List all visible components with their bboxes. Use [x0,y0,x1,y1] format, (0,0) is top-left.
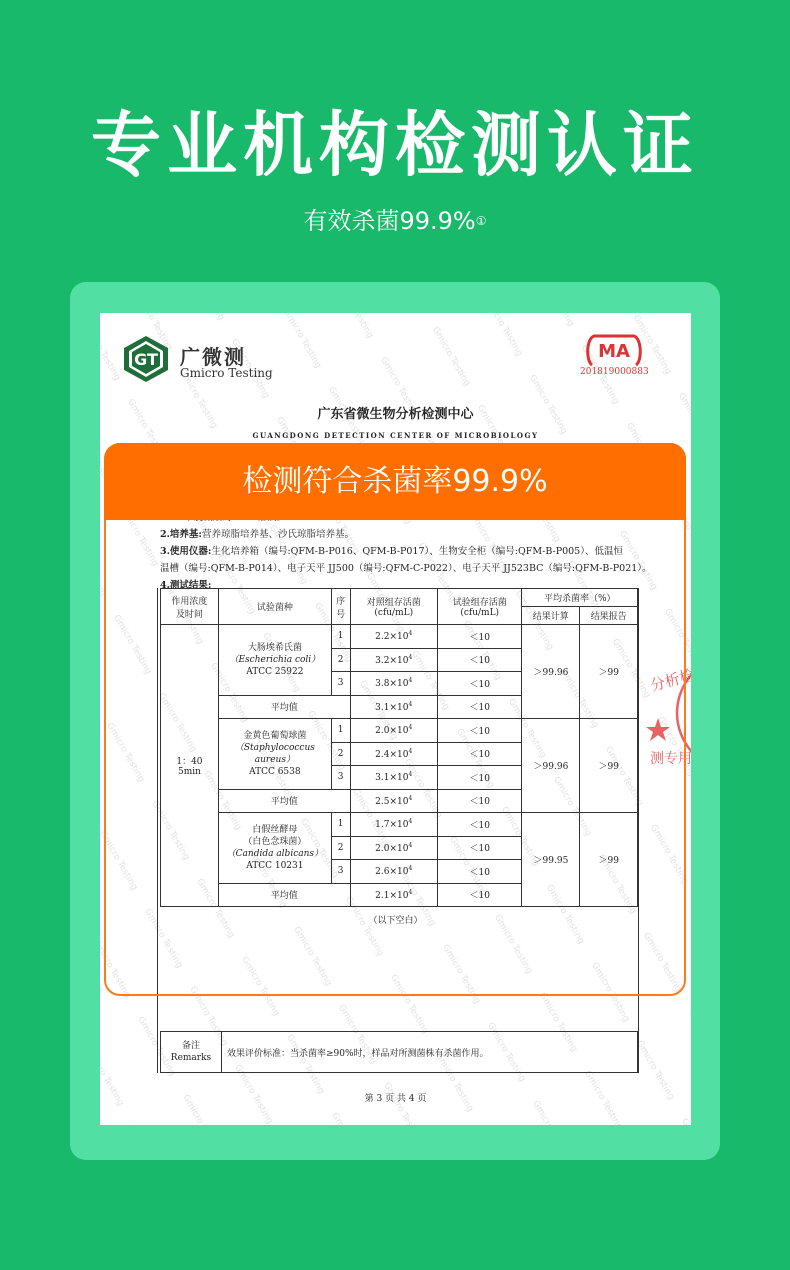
rate-calc-cell: ＞99.96 [522,719,580,813]
rate-calc-cell: ＞99.95 [522,813,580,907]
control-count: 3.8×10 [375,679,409,690]
method-value: 营养琼脂培养基、沙氏琼脂培养基。 [201,529,354,540]
average-label-cell: 平均值 [218,695,350,719]
exponent: 4 [408,771,413,779]
average-label-cell: 平均值 [218,883,350,907]
highlight-frame [104,443,686,996]
method-line: 温槽（编号:QFM-B-P014）、电子天平 JJ500（编号:QFM-C-P022）、电子天平 JJ523BC（编号:QFM-B-P021）。 [160,563,652,574]
rate-report-cell: ＞99 [580,813,638,907]
gmicro-logo-icon [122,335,170,383]
header-text: 对照组存活菌 [366,598,421,608]
highlight-banner: 检测符合杀菌率99.9% [104,443,686,520]
exponent: 4 [408,865,413,873]
strain-atcc: ATCC 25922 [246,666,304,677]
method-label: 3.使用仪器: [160,546,212,557]
time-value: 5min [177,767,201,777]
ma-number: 201819000883 [580,367,649,377]
exponent: 4 [408,794,413,802]
control-count: 2.6×10 [375,867,409,878]
exponent: 4 [408,841,413,849]
header-text: 作用浓度 [171,596,208,607]
page-title: 专业机构检测认证 [91,104,699,186]
logo-english-name: Gmicro Testing [180,366,273,380]
exponent: 4 [408,677,413,685]
exponent: 4 [408,700,413,708]
blank-note: （以下空白） [368,916,423,926]
control-count: 2.4×10 [375,749,409,760]
page-number: 第 3 页 共 4 页 [364,1094,427,1104]
strain-latin-text: aureus） [254,754,295,765]
test-count-cell: ＜10 [437,648,522,672]
average-test-cell: ＜10 [437,883,522,907]
seq-cell: 2 [331,836,350,860]
exponent: 4 [408,724,413,732]
test-count-cell: ＜10 [437,860,522,884]
control-count: 2.0×10 [375,843,409,854]
average-test-cell: ＜10 [437,695,522,719]
header-strain: 试验菌种 [218,589,331,625]
header-text: 序 [336,596,346,607]
rate-report-cell: ＞99 [580,625,638,719]
rate-report-cell: ＞99 [580,719,638,813]
header-rate: 平均杀菌率（%） [522,589,638,607]
exponent: 4 [408,888,413,896]
exponent: 4 [408,747,413,755]
seq-cell: 1 [331,813,350,837]
strain-cn: 白假丝酵母 [252,824,298,835]
control-count: 3.2×10 [375,655,409,666]
test-count-cell: ＜10 [437,719,522,743]
exponent: 4 [408,818,413,826]
header-text: 试验组存活菌 [452,598,507,608]
strain-latin-text: （Staphylococcus [234,742,315,753]
header-text: (cfu/mL) [374,608,414,618]
exponent: 4 [408,653,413,661]
seq-cell: 1 [331,719,350,743]
control-count: 3.1×10 [375,773,409,784]
ma-certification-stamp [584,333,644,367]
method-label: 2.培养基: [160,529,202,540]
header-report: 结果报告 [580,607,638,625]
concentration-value: 1：40 [176,757,203,767]
seq-cell: 2 [331,742,350,766]
seal-text: 测专用 [650,751,692,767]
strain-atcc: ATCC 10231 [246,860,304,871]
remarks-label-en: Remarks [170,1053,212,1063]
remarks-box [160,1031,638,1073]
header-text: (cfu/mL) [460,608,500,618]
seq-cell: 3 [331,672,350,696]
remarks-label-cn: 备注 [181,1041,200,1051]
logo-chinese-name: 广微测 [180,345,246,369]
seal-text: 分析检 [648,665,697,695]
remarks-label [161,1032,222,1072]
strain-cn: 金黄色葡萄球菌 [243,730,307,741]
page-subtitle [0,205,790,237]
average-control: 3.1×10 [375,702,409,713]
header-text: 号 [336,609,346,620]
center-name-cn: 广东省微生物分析检测中心 [317,407,474,422]
method-value: 生化培养箱（编号:QFM-B-P016、QFM-B-P017）、生物安全柜（编号:QFM-B-P005）、低温恒 [211,546,623,557]
strain-cn: 大肠埃希氏菌 [247,642,302,653]
method-label: 4.测试结果: [160,580,212,591]
average-control: 2.5×10 [375,796,409,807]
test-count-cell: ＜10 [437,836,522,860]
test-count-cell: ＜10 [437,625,522,649]
seq-cell: 3 [331,860,350,884]
rate-calc-cell: ＞99.96 [522,625,580,719]
exponent: 4 [408,630,413,638]
ma-mark-text: MA [598,341,630,362]
strain-latin-text: （Candida albicans） [226,848,324,859]
subtitle-text: 有效杀菌99.9% [303,207,476,235]
strain-atcc: ATCC 6538 [249,766,301,777]
test-count-cell: ＜10 [437,742,522,766]
test-count-cell: ＜10 [437,672,522,696]
center-name-en: GUANGDONG DETECTION CENTER OF MICROBIOLOGY [252,431,539,440]
remarks-text: 效果评价标准：当杀菌率≥90%时，样品对所测菌株有杀菌作用。 [227,1049,489,1059]
header-calc: 结果计算 [522,607,580,625]
strain-latin-text: （Escherichia coli） [229,654,321,665]
header-text: 及时间 [175,609,203,620]
control-count: 1.7×10 [375,820,409,831]
average-label-cell: 平均值 [218,789,350,813]
average-control: 2.1×10 [375,890,409,901]
seq-cell: 2 [331,648,350,672]
footnote-mark: ① [475,214,487,228]
test-count-cell: ＜10 [437,766,522,790]
average-test-cell: ＜10 [437,789,522,813]
seq-cell: 1 [331,625,350,649]
seq-cell: 3 [331,766,350,790]
logo-mark-text: GT [134,350,158,369]
control-count: 2.0×10 [375,726,409,737]
test-count-cell: ＜10 [437,813,522,837]
control-count: 2.2×10 [375,632,409,643]
strain-cn-alt: （白色念珠菌） [243,836,307,847]
